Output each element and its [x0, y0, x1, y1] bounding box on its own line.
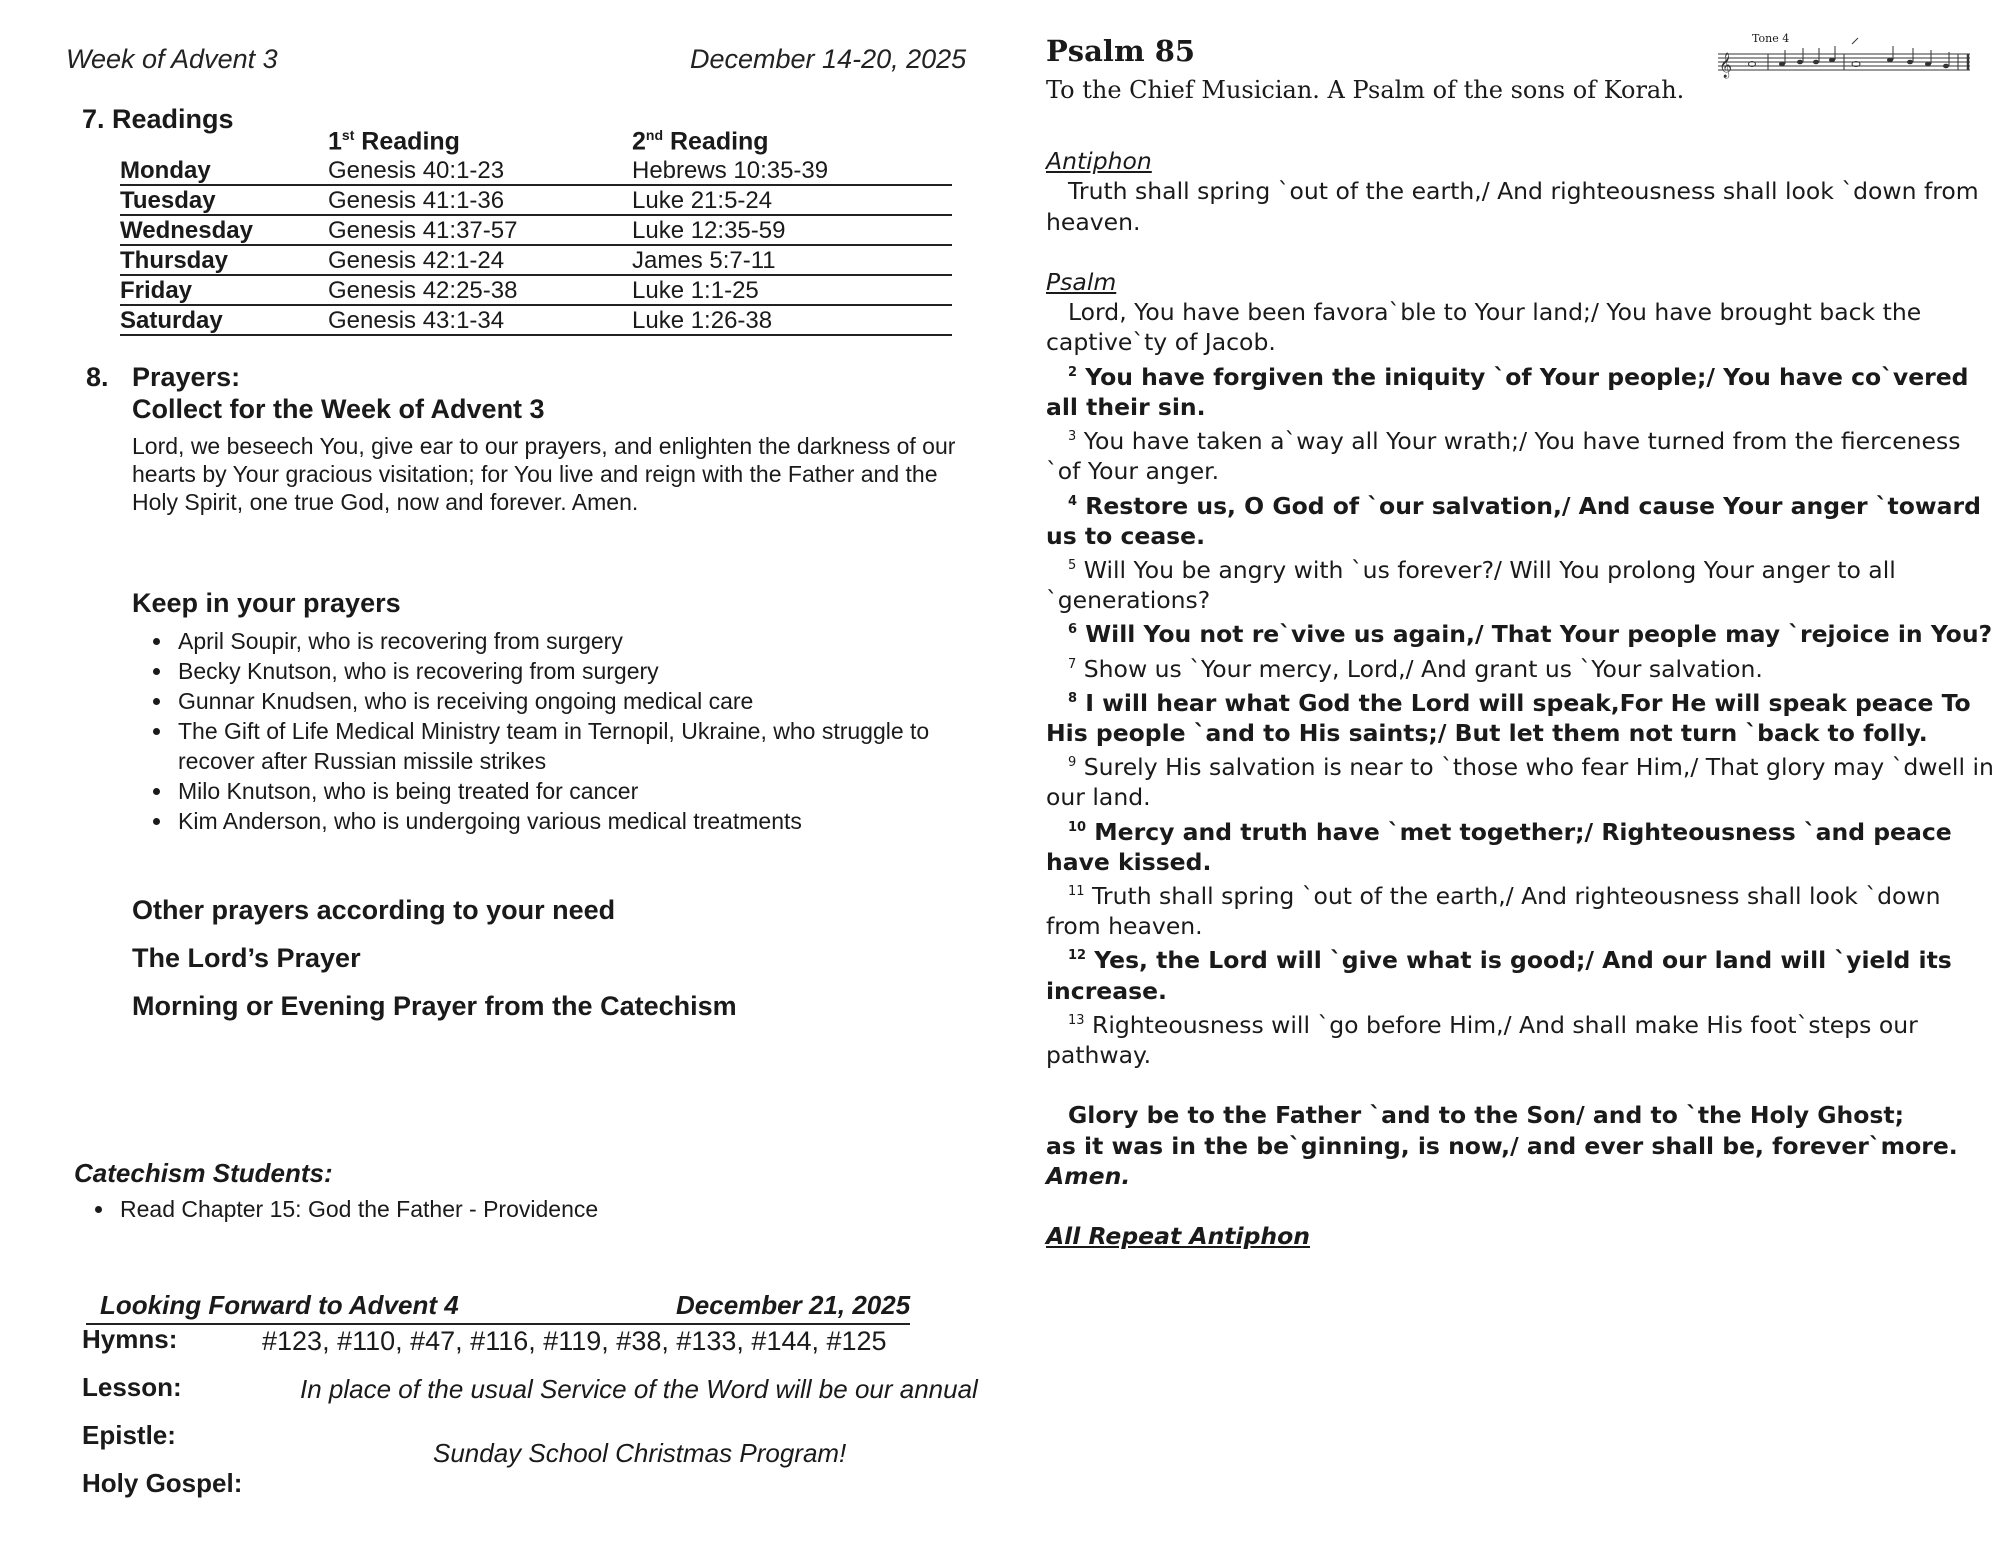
verse-text: I will hear what God the Lord will speak,For He will speak peace To His people `and to His saints;/ But let them not turn `back to folly. — [1046, 688, 1971, 747]
prayer-list-item: • Becky Knutson, who is recovering from surgery — [174, 656, 962, 686]
psalm-label: Psalm — [1046, 267, 1117, 296]
catechism-title: Catechism Students: — [74, 1158, 333, 1188]
verse-number: 11 — [1068, 883, 1085, 899]
psalm-verses — [1046, 297, 1996, 1070]
verse-number: 9 — [1068, 755, 1077, 771]
music-staff — [1716, 32, 1972, 88]
verse-text: Mercy and truth have `met together;/ Righteousness `and peace have kissed. — [1046, 817, 1952, 876]
hymns-label: Hymns: — [82, 1324, 178, 1354]
psalm-verse — [1046, 813, 1996, 877]
repeat-antiphon: All Repeat Antiphon — [1046, 1222, 1311, 1251]
psalm-verse — [1046, 748, 1996, 812]
looking-forward-divider — [86, 1323, 910, 1325]
psalm-verse — [1046, 941, 1996, 1005]
psalm-title: Psalm 85 — [1046, 34, 1196, 68]
psalm-verse — [1046, 684, 1996, 748]
psalm-verse — [1046, 422, 1996, 486]
chant-notation-icon — [1716, 32, 1972, 88]
gloria-line2: as it was in the be`ginning, is now,/ and ever shall be, forever`more. Amen. — [1046, 1131, 1958, 1190]
readings-table — [120, 122, 952, 336]
program-note-line1: In place of the usual Service of the Word will be our annual — [300, 1374, 978, 1404]
verse-number: 8 — [1068, 690, 1078, 706]
verse-text: Righteousness will `go before Him,/ And shall make His foot`steps our pathway. — [1046, 1010, 1918, 1069]
psalm-subtitle: To the Chief Musician. A Psalm of the sons of Korah. — [1046, 76, 1685, 104]
antiphon-text: Truth shall spring `out of the earth,/ And righteousness shall look `down from heaven. — [1046, 177, 1979, 236]
morning-evening-prayer: Morning or Evening Prayer from the Catechism — [132, 991, 737, 1021]
verse-text: Surely His salvation is near to `those who fear Him,/ That glory may `dwell in our land. — [1046, 752, 1994, 812]
gloria-line1: Glory be to the Father `and to the Son/ and to `the Holy Ghost; — [1068, 1101, 1905, 1130]
second-reading-cell: Luke 12:35-59 — [632, 215, 952, 245]
lords-prayer: The Lord’s Prayer — [132, 943, 361, 973]
reading-row — [120, 305, 952, 335]
psalm-verse — [1046, 650, 1996, 684]
lesson-label: Lesson: — [82, 1372, 182, 1402]
prayer-list-item: • Kim Anderson, who is undergoing various medical treatments — [174, 806, 962, 836]
hymns-list: #123, #110, #47, #116, #119, #38, #133, #144, #125 — [262, 1326, 887, 1356]
verse-number: 13 — [1068, 1012, 1085, 1028]
day-column-header — [120, 122, 328, 156]
antiphon-label: Antiphon — [1046, 147, 1152, 175]
verse-text: Lord, You have been favora`ble to Your land;/ You have brought back the captive`ty of Jacob. — [1046, 298, 1922, 357]
prayer-list-item: • April Soupir, who is recovering from surgery — [174, 626, 962, 656]
verse-number: 7 — [1068, 656, 1077, 672]
verse-text: Will You be angry with `us forever?/ Will You prolong Your anger to all `generations? — [1046, 555, 1896, 615]
verse-number: 6 — [1068, 622, 1078, 638]
psalm-verse — [1046, 877, 1996, 941]
prayer-list-item: • Milo Knutson, who is being treated for cancer — [174, 776, 962, 806]
first-reading-header: 1st Reading — [328, 126, 460, 155]
psalm-verse — [1046, 487, 1996, 551]
svg-text:𝄞: 𝄞 — [1719, 53, 1733, 78]
day-cell: Friday — [120, 275, 328, 305]
reading-row — [120, 245, 952, 275]
verse-text: Show us `Your mercy, Lord,/ And grant us `Your salvation. — [1076, 654, 1763, 683]
first-reading-cell: Genesis 43:1-34 — [328, 305, 632, 335]
readings-header-row — [120, 122, 952, 156]
psalm-verse — [1046, 358, 1996, 422]
looking-forward-date: December 21, 2025 — [676, 1290, 911, 1320]
second-reading-cell: Hebrews 10:35-39 — [632, 156, 952, 185]
prayers-number: 8. — [86, 362, 109, 392]
verse-text: Restore us, O God of `our salvation,/ And cause Your anger `toward us to cease. — [1046, 491, 1981, 550]
verse-text: Will You not re`vive us again,/ That Your people may `rejoice in You? — [1077, 620, 1993, 649]
reading-row — [120, 185, 952, 215]
psalm-body — [1046, 146, 1996, 1251]
day-cell: Thursday — [120, 245, 328, 275]
verse-number: 12 — [1068, 948, 1087, 964]
epistle-label: Epistle: — [82, 1420, 176, 1450]
second-reading-cell: Luke 1:26-38 — [632, 305, 952, 335]
catechism-item: • Read Chapter 15: God the Father - Providence — [116, 1194, 874, 1224]
prayer-list — [132, 626, 962, 836]
day-cell: Monday — [120, 156, 328, 185]
collect-title: Collect for the Week of Advent 3 — [132, 394, 545, 424]
reading-row — [120, 275, 952, 305]
week-dates: December 14-20, 2025 — [690, 44, 967, 74]
reading-row — [120, 215, 952, 245]
other-prayers: Other prayers according to your need — [132, 895, 616, 925]
reading-row — [120, 156, 952, 185]
second-reading-header: 2nd Reading — [632, 126, 769, 155]
verse-text: You have taken a`way all Your wrath;/ You have turned from the fierceness `of Your anger. — [1046, 427, 1961, 486]
verse-number: 10 — [1068, 819, 1087, 835]
second-reading-cell: James 5:7-11 — [632, 245, 952, 275]
prayer-list-item: • The Gift of Life Medical Ministry team in Ternopil, Ukraine, who struggle to recover after Russian missile strikes — [174, 716, 962, 776]
verse-number: 2 — [1068, 364, 1078, 380]
second-reading-cell: Luke 1:1-25 — [632, 275, 952, 305]
amen: Amen. — [1046, 1161, 1131, 1190]
first-reading-cell: Genesis 42:25-38 — [328, 275, 632, 305]
second-reading-cell: Luke 21:5-24 — [632, 185, 952, 215]
program-note-line2: Sunday School Christmas Program! — [433, 1438, 847, 1468]
first-reading-cell: Genesis 41:1-36 — [328, 185, 632, 215]
verse-number: 4 — [1068, 493, 1078, 509]
verse-number: 5 — [1068, 558, 1077, 574]
prayer-list-item: • Gunnar Knudsen, who is receiving ongoing medical care — [174, 686, 962, 716]
collect-text: Lord, we beseech You, give ear to our prayers, and enlighten the darkness of our hearts by Your gracious visitation; for You live and reign with the Father and the Holy Spirit, one true God, now and forever. Amen. — [132, 433, 956, 515]
first-reading-cell: Genesis 40:1-23 — [328, 156, 632, 185]
psalm-verse — [1046, 1006, 1996, 1070]
day-cell: Tuesday — [120, 185, 328, 215]
verse-number: 3 — [1068, 429, 1077, 445]
tone-label: Tone 4 — [1752, 32, 1790, 45]
prayers-title: Prayers: — [132, 362, 241, 392]
psalm-verse — [1046, 297, 1996, 358]
first-reading-cell: Genesis 42:1-24 — [328, 245, 632, 275]
first-reading-cell: Genesis 41:37-57 — [328, 215, 632, 245]
verse-text: Truth shall spring `out of the earth,/ And righteousness shall look `down from heaven. — [1046, 881, 1941, 941]
readings-title: 7. Readings — [82, 104, 234, 134]
day-cell: Saturday — [120, 305, 328, 335]
keep-in-prayers-title: Keep in your prayers — [132, 588, 401, 618]
looking-forward-title: Looking Forward to Advent 4 — [100, 1290, 459, 1320]
catechism-list — [74, 1194, 874, 1224]
verse-text: You have forgiven the iniquity `of Your people;/ You have co`vered all their sin. — [1046, 362, 1969, 421]
week-title: Week of Advent 3 — [66, 44, 278, 74]
psalm-verse — [1046, 615, 1996, 649]
gospel-label: Holy Gospel: — [82, 1468, 243, 1498]
day-cell: Wednesday — [120, 215, 328, 245]
verse-text: Yes, the Lord will `give what is good;/ And our land will `yield its increase. — [1046, 946, 1952, 1005]
psalm-verse — [1046, 551, 1996, 615]
